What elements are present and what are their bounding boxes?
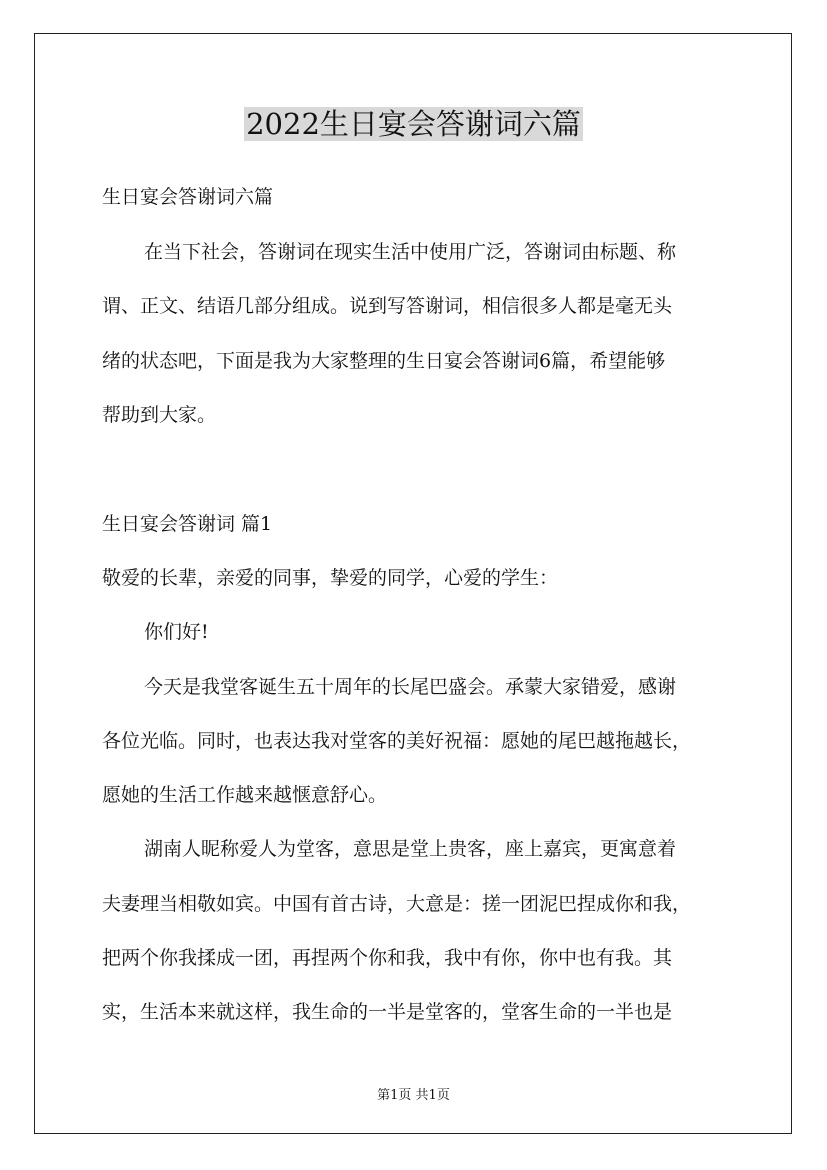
intro-line: 在当下社会，答谢词在现实生活中使用广泛，答谢词由标题、称: [144, 241, 677, 263]
document-subtitle: 生日宴会答谢词六篇: [102, 186, 274, 208]
greeting: 你们好!: [144, 621, 209, 643]
paragraph-line: 湖南人昵称爱人为堂客，意思是堂上贵客，座上嘉宾，更寓意着: [144, 838, 677, 860]
paragraph-line: 夫妻理当相敬如宾。中国有首古诗，大意是：搓一团泥巴捏成你和我，: [102, 893, 692, 915]
paragraph-line: 今天是我堂客诞生五十周年的长尾巴盛会。承蒙大家错爱，感谢: [144, 676, 677, 698]
paragraph-line: 实，生活本来就这样，我生命的一半是堂客的，堂客生命的一半也是: [102, 1001, 673, 1023]
page-footer: 第1页 共1页: [377, 1088, 450, 1103]
intro-line: 谓、正文、结语几部分组成。说到写答谢词，相信很多人都是毫无头: [102, 295, 673, 317]
paragraph-line: 愿她的生活工作越来越惬意舒心。: [102, 784, 388, 806]
paragraph-line: 各位光临。同时，也表达我对堂客的美好祝福：愿她的尾巴越拖越长，: [102, 730, 692, 752]
section-heading: 生日宴会答谢词 篇1: [102, 513, 273, 535]
intro-line: 绪的状态吧，下面是我为大家整理的生日宴会答谢词6篇，希望能够: [102, 350, 666, 372]
paragraph-line: 把两个你我揉成一团，再捏两个你和我，我中有你，你中也有我。其: [102, 947, 673, 969]
document-title: 2022生日宴会答谢词六篇: [246, 107, 581, 141]
intro-line: 帮助到大家。: [102, 404, 217, 426]
salutation: 敬爱的长辈，亲爱的同事，挚爱的同学，心爱的学生：: [102, 567, 559, 589]
